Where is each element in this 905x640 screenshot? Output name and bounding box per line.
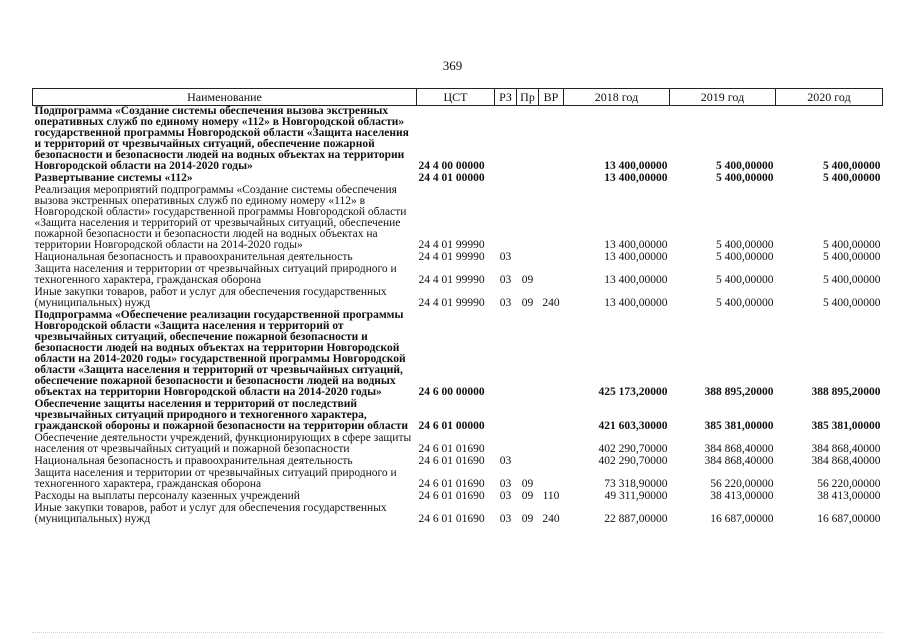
row-2020: 5 400,00000 — [823, 274, 881, 286]
row-2018: 13 400,00000 — [604, 239, 668, 251]
row-cst: 24 6 01 00000 — [418, 420, 485, 432]
row-2018: 13 400,00000 — [604, 172, 668, 184]
row-2020: 5 400,00000 — [823, 251, 881, 263]
row-cst: 24 4 01 00000 — [418, 172, 485, 184]
row-2019: 384 868,40000 — [704, 455, 774, 467]
row-2019: 38 413,00000 — [710, 490, 774, 502]
row-vr — [539, 264, 564, 287]
row-cst: 24 4 01 99990 — [418, 297, 485, 309]
row-cst: 24 6 01 01690 — [418, 455, 485, 467]
row-2018: 13 400,00000 — [604, 297, 668, 309]
row-rz: 03 — [499, 490, 512, 502]
row-2020: 5 400,00000 — [823, 172, 881, 184]
row-pr: 09 — [521, 478, 534, 490]
row-cst: 24 6 01 01690 — [418, 443, 485, 455]
row-rz — [495, 106, 517, 174]
row-vr — [539, 310, 564, 399]
row-cst: 24 4 01 99990 — [418, 239, 485, 251]
row-name: Подпрограмма «Обеспечение реализации государственной программы Новгородской области «Защита населения и территорий от чрезвычайных ситуаций, обеспечение пожарной безопасности и безопасности людей на водных объектах на территории Новгородской области на 2014-2020 годы» государственной программы Новгородской области «Защита населения и территорий от чрезвычайных ситуаций, обеспечение пожарной безопасности и безопасности людей на водных объектах на территории Новгородской области на 2014-2020 годы» — [34, 309, 406, 398]
table-row — [33, 185, 883, 252]
row-name: Обеспечение деятельности учреждений, функционирующих в сфере защиты населения от чрезвычайных ситуаций и пожарной безопасности — [34, 432, 412, 455]
row-cst: 24 6 00 00000 — [418, 386, 485, 398]
column-header-cst: ЦСТ — [417, 89, 495, 106]
row-2019: 5 400,00000 — [716, 160, 774, 172]
row-2020: 385 381,00000 — [811, 420, 881, 432]
row-2019: 5 400,00000 — [716, 172, 774, 184]
table-header-row — [33, 89, 883, 106]
row-cst: 24 4 01 99990 — [418, 274, 485, 286]
row-pr — [517, 456, 539, 468]
row-vr — [539, 252, 564, 264]
row-vr — [539, 433, 564, 456]
row-rz: 03 — [499, 478, 512, 490]
table-row — [33, 399, 883, 433]
column-header-rz: РЗ — [495, 89, 517, 106]
row-cst: 24 6 01 01690 — [418, 478, 485, 490]
column-header-vr: ВР — [539, 89, 564, 106]
table-row — [33, 433, 883, 456]
row-pr — [517, 310, 539, 399]
row-name: Защита населения и территории от чрезвычайных ситуаций природного и техногенного характера, гражданская оборона — [34, 263, 397, 286]
row-cst: 24 4 00 00000 — [418, 160, 485, 172]
row-pr: 09 — [521, 513, 534, 525]
column-header-2020: 2020 год — [776, 89, 883, 106]
row-pr: 09 — [521, 297, 534, 309]
row-name: Национальная безопасность и правоохранительная деятельность — [34, 455, 353, 467]
table-row — [33, 503, 883, 526]
row-rz: 03 — [499, 274, 512, 286]
row-2020: 16 687,00000 — [817, 513, 881, 525]
row-vr: 110 — [542, 490, 560, 502]
column-header-name: Наименование — [33, 89, 417, 106]
table-row — [33, 468, 883, 491]
row-2020: 5 400,00000 — [823, 297, 881, 309]
row-2019: 388 895,20000 — [704, 386, 774, 398]
row-2019: 5 400,00000 — [716, 239, 774, 251]
row-2020: 38 413,00000 — [817, 490, 881, 502]
table-row — [33, 264, 883, 287]
row-vr — [539, 173, 564, 185]
row-name: Подпрограмма «Создание системы обеспечения вызова экстренных оперативных служб по единому номеру «112» в Новгородской области» государственной программы Новгородской области «Защита населения и территорий от чрезвычайных ситуаций, обеспечение пожарной безопасности и безопасности людей на водных объектах на территории Новгородской области на 2014-2020 годы» — [34, 105, 409, 172]
column-header-2018: 2018 год — [564, 89, 670, 106]
row-rz: 03 — [499, 513, 512, 525]
row-name: Иные закупки товаров, работ и услуг для обеспечения государственных (муниципальных) нужд — [34, 286, 387, 309]
row-name: Иные закупки товаров, работ и услуг для обеспечения государственных (муниципальных) нужд — [34, 502, 387, 525]
row-pr — [517, 106, 539, 174]
table-row — [33, 287, 883, 310]
table-row — [33, 106, 883, 174]
row-name: Защита населения и территории от чрезвычайных ситуаций природного и техногенного характера, гражданская оборона — [34, 467, 397, 490]
column-header-pr: Пр — [517, 89, 539, 106]
row-cst: 24 4 01 99990 — [418, 251, 485, 263]
row-rz: 03 — [499, 455, 512, 467]
table-row — [33, 310, 883, 399]
row-name: Расходы на выплаты персоналу казенных учреждений — [34, 490, 300, 502]
page-number: 369 — [442, 58, 463, 73]
row-pr — [517, 433, 539, 456]
row-2020: 56 220,00000 — [817, 478, 881, 490]
scan-bottom-edge — [32, 632, 882, 634]
row-cst: 24 6 01 01690 — [418, 490, 485, 502]
budget-table — [32, 88, 883, 526]
row-rz — [495, 173, 517, 185]
row-2020: 388 895,20000 — [811, 386, 881, 398]
row-pr — [517, 252, 539, 264]
row-2019: 16 687,00000 — [710, 513, 774, 525]
row-2018: 402 290,70000 — [598, 443, 668, 455]
row-pr: 09 — [521, 274, 534, 286]
row-2020: 384 868,40000 — [811, 443, 881, 455]
row-2019: 56 220,00000 — [710, 478, 774, 490]
row-2018: 13 400,00000 — [604, 251, 668, 263]
row-2018: 425 173,20000 — [598, 386, 668, 398]
row-rz — [495, 310, 517, 399]
row-vr: 240 — [542, 513, 560, 525]
row-name: Развертывание системы «112» — [34, 172, 193, 184]
row-2019: 5 400,00000 — [716, 297, 774, 309]
row-2018: 13 400,00000 — [604, 274, 668, 286]
row-name: Национальная безопасность и правоохранительная деятельность — [34, 251, 353, 263]
row-2018: 73 318,90000 — [604, 478, 668, 490]
row-rz: 03 — [499, 251, 512, 263]
row-2018: 402 290,70000 — [598, 455, 668, 467]
row-name: Обеспечение защиты населения и территорий от последствий чрезвычайных ситуаций природного и техногенного характера, гражданской обороны и пожарной безопасности на территории области — [34, 398, 409, 432]
row-pr — [517, 173, 539, 185]
row-2019: 5 400,00000 — [716, 251, 774, 263]
row-vr — [539, 106, 564, 174]
row-rz: 03 — [499, 297, 512, 309]
row-2018: 421 603,30000 — [598, 420, 668, 432]
row-rz — [495, 185, 517, 252]
row-2018: 22 887,00000 — [604, 513, 668, 525]
row-2020: 5 400,00000 — [823, 239, 881, 251]
row-vr — [539, 399, 564, 433]
column-header-2019: 2019 год — [670, 89, 776, 106]
row-vr — [539, 185, 564, 252]
row-rz — [495, 433, 517, 456]
row-2019: 385 381,00000 — [704, 420, 774, 432]
row-rz — [495, 399, 517, 433]
row-vr — [539, 468, 564, 491]
row-vr: 240 — [542, 297, 560, 309]
row-2020: 384 868,40000 — [811, 455, 881, 467]
row-pr — [517, 399, 539, 433]
row-pr — [517, 185, 539, 252]
row-name: Реализация мероприятий подпрограммы «Создание системы обеспечения вызова экстренных оперативных служб по единому номеру «112» в Новгородской области» государственной программы Новгородской области «Защита населения и территорий от чрезвычайных ситуаций, обеспечение пожарной безопасности и безопасности людей на водных объектах на территории Новгородской области на 2014-2020 годы» — [34, 184, 407, 251]
row-pr: 09 — [521, 490, 534, 502]
row-vr — [539, 456, 564, 468]
row-2018: 13 400,00000 — [604, 160, 668, 172]
row-2019: 384 868,40000 — [704, 443, 774, 455]
row-cst: 24 6 01 01690 — [418, 513, 485, 525]
row-2018: 49 311,90000 — [604, 490, 668, 502]
row-2020: 5 400,00000 — [823, 160, 881, 172]
row-2019: 5 400,00000 — [716, 274, 774, 286]
